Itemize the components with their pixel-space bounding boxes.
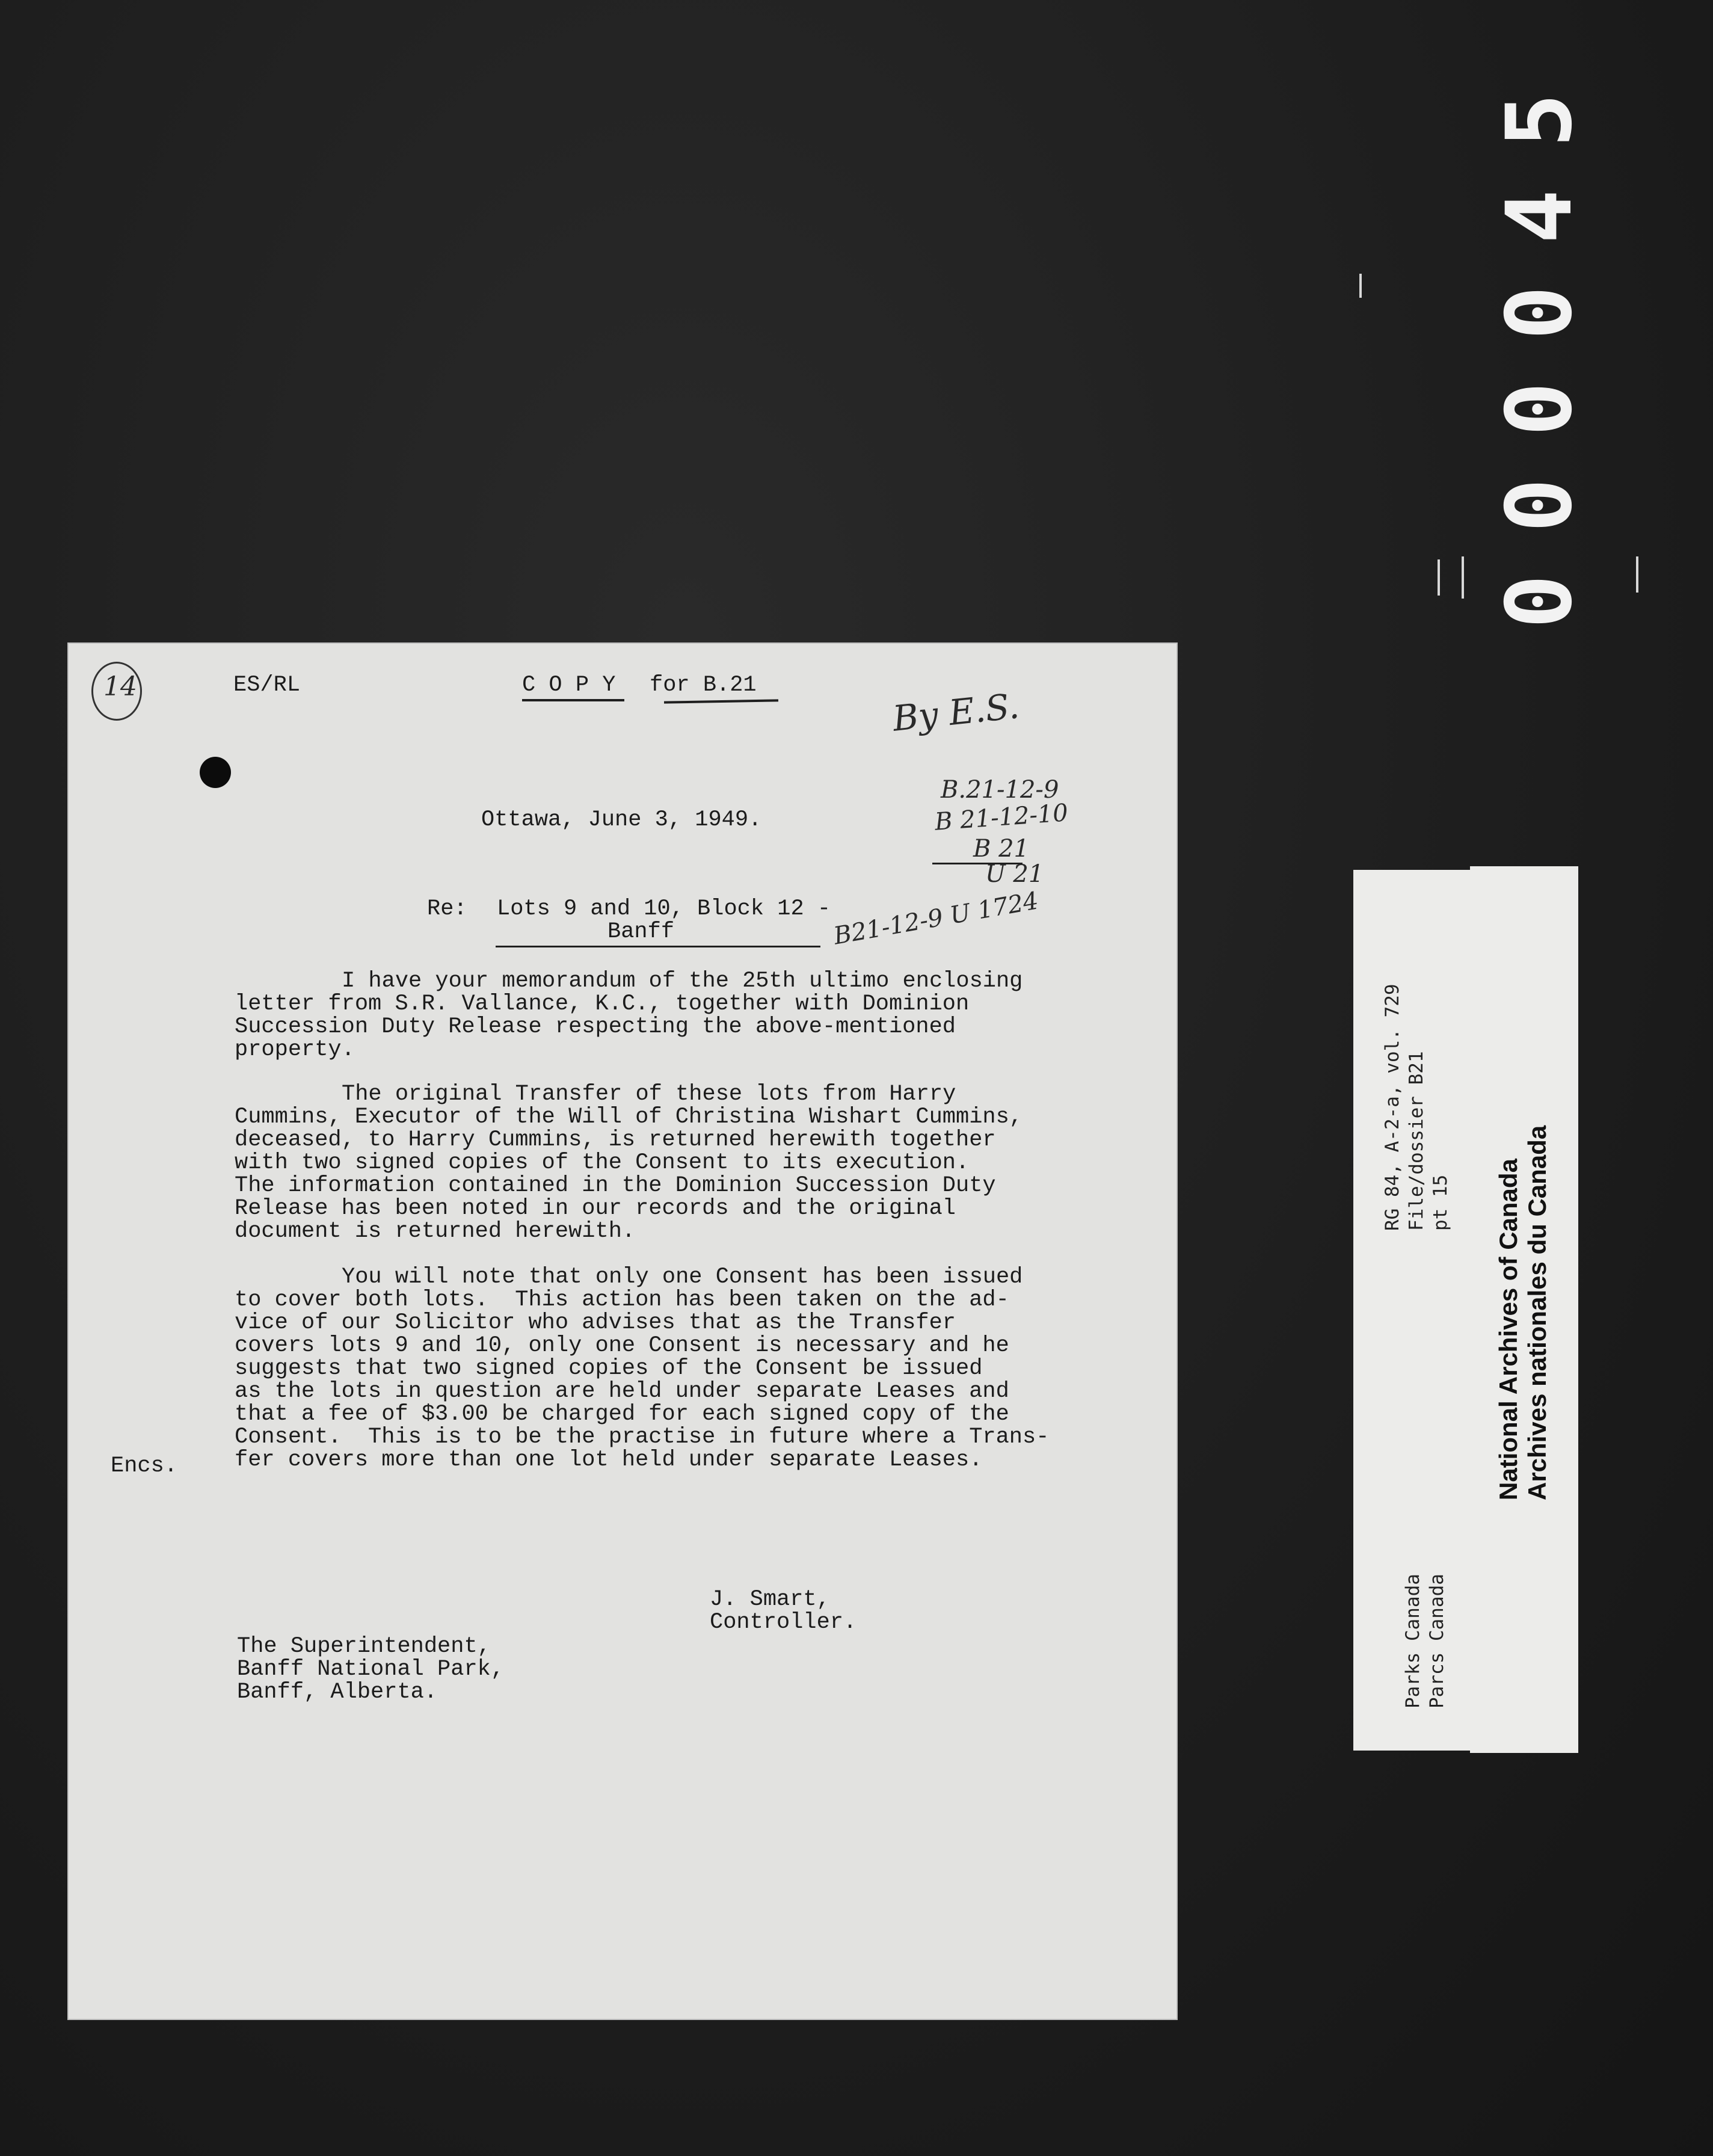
paragraph-line: as the lots in question are held under separate Leases and xyxy=(235,1379,1009,1404)
paragraph-line: You will note that only one Consent has been issued xyxy=(342,1264,1023,1290)
archive-name-fr: Archives nationales du Canada xyxy=(1523,1125,1551,1500)
film-tick xyxy=(1438,559,1440,596)
copy-underline xyxy=(522,699,624,701)
archive-name-en: National Archives of Canada xyxy=(1494,1159,1522,1500)
handwritten-ref: U 21 xyxy=(985,860,1044,888)
frame-digit: 0 xyxy=(1487,478,1592,533)
paragraph-line: Consent. This is to be the practise in future where a Trans- xyxy=(235,1424,1050,1450)
frame-digit: 0 xyxy=(1487,285,1592,340)
archive-ref-line-3: pt 15 xyxy=(1430,1174,1451,1231)
paragraph-line: document is returned herewith. xyxy=(235,1219,636,1244)
paragraph-line: to cover both lots. This action has been taken on the ad- xyxy=(235,1287,1009,1313)
paragraph-line: letter from S.R. Vallance, K.C., together with Dominion xyxy=(235,991,970,1017)
re-label: Re: xyxy=(427,896,467,922)
re-line-1: Lots 9 and 10, Block 12 - xyxy=(497,896,831,922)
film-tick xyxy=(1636,556,1638,593)
paragraph-line: The information contained in the Dominion Succession Duty xyxy=(235,1173,996,1198)
handwritten-initials: By E.S. xyxy=(891,685,1021,739)
address-line: Banff National Park, xyxy=(237,1657,505,1682)
place-date: Ottawa, June 3, 1949. xyxy=(481,807,762,833)
paragraph-line: fer covers more than one lot held under separate Leases. xyxy=(235,1447,983,1473)
film-tick xyxy=(1462,556,1464,599)
paragraph-line: property. xyxy=(235,1037,355,1062)
corner-mark: 14 xyxy=(103,671,137,702)
enclosures-note: Encs. xyxy=(111,1453,178,1479)
paragraph-line: Cummins, Executor of the Will of Christina Wishart Cummins, xyxy=(235,1104,1023,1130)
frame-digit: 0 xyxy=(1487,381,1592,437)
paragraph-line: Release has been noted in our records and the original xyxy=(235,1196,956,1221)
paragraph-line: suggests that two signed copies of the Consent be issued xyxy=(235,1356,983,1381)
handwritten-ref: B 21 xyxy=(973,835,1030,863)
frame-digit: 4 xyxy=(1487,189,1592,244)
copy-heading: C O P Y xyxy=(522,673,616,698)
frame-number xyxy=(1468,72,1612,650)
re-line-2: Banff xyxy=(607,919,675,944)
paragraph-line: deceased, to Harry Cummins, is returned herewith together xyxy=(235,1127,996,1153)
address-line: The Superintendent, xyxy=(237,1634,491,1659)
paragraph-line: Succession Duty Release respecting the above-mentioned xyxy=(235,1014,956,1040)
archive-org-en: Parks Canada xyxy=(1402,1574,1424,1708)
address-line: Banff, Alberta. xyxy=(237,1680,438,1705)
copy-for-underline xyxy=(664,699,778,703)
archive-reference-label xyxy=(1353,870,1474,1751)
copy-for: for B.21 xyxy=(650,673,757,698)
paragraph-line: vice of our Solicitor who advises that as the Transfer xyxy=(235,1310,956,1335)
archive-ref-line-2: File/dossier B21 xyxy=(1406,1051,1427,1231)
archive-ref-line-1: RG 84, A-2-a, vol. 729 xyxy=(1382,984,1403,1231)
paragraph-line: covers lots 9 and 10, only one Consent is necessary and he xyxy=(235,1333,1009,1358)
signature-name: J. Smart, xyxy=(710,1587,830,1612)
handwritten-ref: B 21-12-10 xyxy=(933,799,1069,836)
paragraph-line: with two signed copies of the Consent to its execution. xyxy=(235,1150,970,1175)
national-archives-label xyxy=(1470,866,1578,1753)
signature-title: Controller. xyxy=(710,1610,857,1635)
frame-digit: 0 xyxy=(1487,574,1592,629)
punch-hole xyxy=(200,757,231,788)
handwritten-ref: B21-12-9 U 1724 xyxy=(831,887,1041,950)
letter-page xyxy=(69,644,1176,2019)
paragraph-line: The original Transfer of these lots from Harry xyxy=(342,1082,956,1107)
paragraph-line: I have your memorandum of the 25th ultimo enclosing xyxy=(342,969,1023,994)
reference-initials: ES/RL xyxy=(233,673,301,698)
re-underline xyxy=(496,946,820,947)
frame-digit: 5 xyxy=(1487,93,1592,148)
film-tick xyxy=(1359,274,1362,298)
handwritten-ref: B.21-12-9 xyxy=(941,776,1059,804)
archive-org-fr: Parcs Canada xyxy=(1426,1574,1448,1708)
paragraph-line: that a fee of $3.00 be charged for each signed copy of the xyxy=(235,1402,1009,1427)
